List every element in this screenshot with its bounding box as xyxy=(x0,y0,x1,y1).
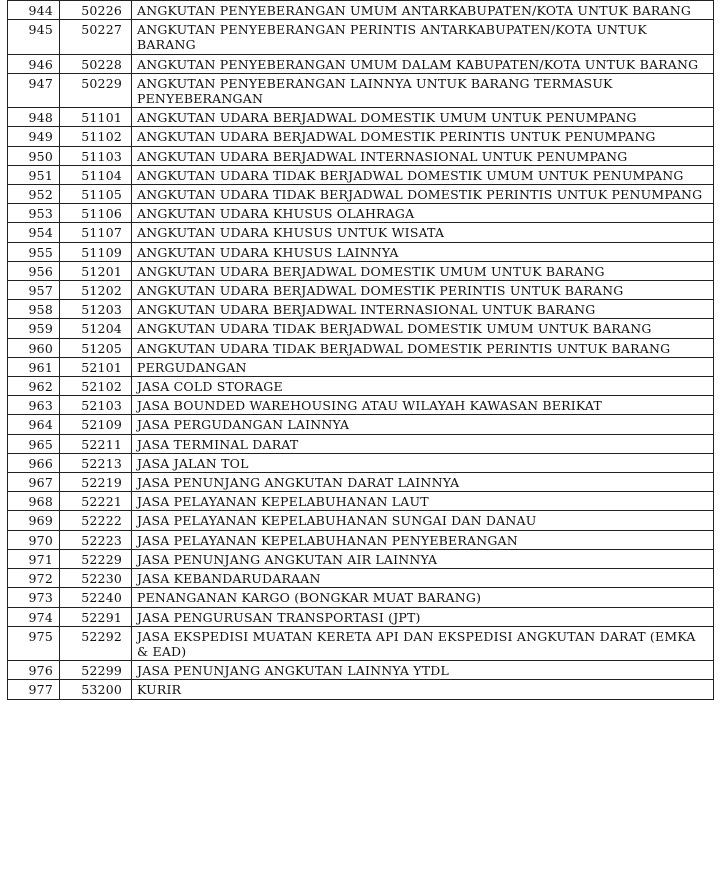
table-row xyxy=(8,300,714,319)
row-number: 947 xyxy=(8,73,60,107)
row-code: 51202 xyxy=(60,281,132,300)
table-row xyxy=(8,415,714,434)
row-code: 52211 xyxy=(60,434,132,453)
row-description: KURIR xyxy=(132,680,714,699)
row-number: 964 xyxy=(8,415,60,434)
table-row xyxy=(8,434,714,453)
row-description: ANGKUTAN UDARA BERJADWAL DOMESTIK UMUM UNTUK PENUMPANG xyxy=(132,108,714,127)
row-number: 961 xyxy=(8,357,60,376)
row-code: 53200 xyxy=(60,680,132,699)
row-number: 962 xyxy=(8,377,60,396)
row-code: 51205 xyxy=(60,338,132,357)
table-row xyxy=(8,146,714,165)
row-code: 52230 xyxy=(60,569,132,588)
row-code: 50227 xyxy=(60,20,132,54)
row-description: JASA PENUNJANG ANGKUTAN AIR LAINNYA xyxy=(132,549,714,568)
row-number: 965 xyxy=(8,434,60,453)
row-code: 52291 xyxy=(60,607,132,626)
table-row xyxy=(8,127,714,146)
row-description: JASA KEBANDARUDARAAN xyxy=(132,569,714,588)
row-number: 945 xyxy=(8,20,60,54)
row-number: 977 xyxy=(8,680,60,699)
row-number: 949 xyxy=(8,127,60,146)
row-description: ANGKUTAN PENYEBERANGAN UMUM ANTARKABUPATEN/KOTA UNTUK BARANG xyxy=(132,1,714,20)
row-code: 52222 xyxy=(60,511,132,530)
row-description: PENANGANAN KARGO (BONGKAR MUAT BARANG) xyxy=(132,588,714,607)
row-description: JASA PERGUDANGAN LAINNYA xyxy=(132,415,714,434)
row-code: 51201 xyxy=(60,261,132,280)
row-number: 952 xyxy=(8,185,60,204)
row-description: ANGKUTAN UDARA BERJADWAL INTERNASIONAL UNTUK BARANG xyxy=(132,300,714,319)
row-number: 974 xyxy=(8,607,60,626)
row-number: 951 xyxy=(8,165,60,184)
row-number: 975 xyxy=(8,626,60,660)
row-number: 971 xyxy=(8,549,60,568)
row-number: 968 xyxy=(8,492,60,511)
table-row xyxy=(8,338,714,357)
table-body xyxy=(8,1,714,700)
row-description: ANGKUTAN PENYEBERANGAN UMUM DALAM KABUPATEN/KOTA UNTUK BARANG xyxy=(132,54,714,73)
table-row xyxy=(8,108,714,127)
row-number: 957 xyxy=(8,281,60,300)
row-code: 52219 xyxy=(60,473,132,492)
row-description: ANGKUTAN PENYEBERANGAN LAINNYA UNTUK BARANG TERMASUK PENYEBERANGAN xyxy=(132,73,714,107)
row-code: 51101 xyxy=(60,108,132,127)
row-code: 51109 xyxy=(60,242,132,261)
table-row xyxy=(8,73,714,107)
table-row xyxy=(8,680,714,699)
row-number: 969 xyxy=(8,511,60,530)
row-number: 958 xyxy=(8,300,60,319)
row-code: 51102 xyxy=(60,127,132,146)
table-row xyxy=(8,377,714,396)
row-number: 955 xyxy=(8,242,60,261)
table-row xyxy=(8,54,714,73)
row-description: ANGKUTAN UDARA KHUSUS LAINNYA xyxy=(132,242,714,261)
table-row xyxy=(8,511,714,530)
row-code: 51107 xyxy=(60,223,132,242)
row-description: JASA PENUNJANG ANGKUTAN DARAT LAINNYA xyxy=(132,473,714,492)
row-description: ANGKUTAN UDARA TIDAK BERJADWAL DOMESTIK UMUM UNTUK PENUMPANG xyxy=(132,165,714,184)
row-description: ANGKUTAN UDARA BERJADWAL DOMESTIK UMUM UNTUK BARANG xyxy=(132,261,714,280)
row-code: 51104 xyxy=(60,165,132,184)
row-number: 976 xyxy=(8,661,60,680)
row-code: 51105 xyxy=(60,185,132,204)
row-code: 51203 xyxy=(60,300,132,319)
table-row xyxy=(8,453,714,472)
row-number: 972 xyxy=(8,569,60,588)
table-row xyxy=(8,588,714,607)
row-code: 50226 xyxy=(60,1,132,20)
row-code: 52299 xyxy=(60,661,132,680)
row-number: 944 xyxy=(8,1,60,20)
row-description: JASA PELAYANAN KEPELABUHANAN PENYEBERANGAN xyxy=(132,530,714,549)
row-description: ANGKUTAN UDARA BERJADWAL INTERNASIONAL UNTUK PENUMPANG xyxy=(132,146,714,165)
row-description: ANGKUTAN PENYEBERANGAN PERINTIS ANTARKABUPATEN/KOTA UNTUK BARANG xyxy=(132,20,714,54)
row-code: 51204 xyxy=(60,319,132,338)
row-number: 967 xyxy=(8,473,60,492)
table-row xyxy=(8,20,714,54)
row-number: 963 xyxy=(8,396,60,415)
table-row xyxy=(8,165,714,184)
table-row xyxy=(8,1,714,20)
row-description: ANGKUTAN UDARA KHUSUS OLAHRAGA xyxy=(132,204,714,223)
row-description: ANGKUTAN UDARA BERJADWAL DOMESTIK PERINTIS UNTUK BARANG xyxy=(132,281,714,300)
row-description: ANGKUTAN UDARA KHUSUS UNTUK WISATA xyxy=(132,223,714,242)
kbli-table xyxy=(7,0,714,700)
table-row xyxy=(8,204,714,223)
row-code: 52109 xyxy=(60,415,132,434)
row-description: JASA PELAYANAN KEPELABUHANAN SUNGAI DAN DANAU xyxy=(132,511,714,530)
row-code: 52292 xyxy=(60,626,132,660)
table-row xyxy=(8,319,714,338)
table-row xyxy=(8,530,714,549)
row-number: 960 xyxy=(8,338,60,357)
row-number: 950 xyxy=(8,146,60,165)
row-number: 948 xyxy=(8,108,60,127)
row-description: ANGKUTAN UDARA TIDAK BERJADWAL DOMESTIK PERINTIS UNTUK PENUMPANG xyxy=(132,185,714,204)
table-row xyxy=(8,549,714,568)
row-number: 970 xyxy=(8,530,60,549)
row-description: JASA TERMINAL DARAT xyxy=(132,434,714,453)
row-code: 52213 xyxy=(60,453,132,472)
row-number: 956 xyxy=(8,261,60,280)
row-code: 52229 xyxy=(60,549,132,568)
row-code: 52240 xyxy=(60,588,132,607)
row-code: 52101 xyxy=(60,357,132,376)
table-row xyxy=(8,242,714,261)
table-row xyxy=(8,223,714,242)
table-row xyxy=(8,357,714,376)
row-description: JASA COLD STORAGE xyxy=(132,377,714,396)
table-row xyxy=(8,626,714,660)
row-number: 953 xyxy=(8,204,60,223)
row-number: 946 xyxy=(8,54,60,73)
row-description: ANGKUTAN UDARA TIDAK BERJADWAL DOMESTIK UMUM UNTUK BARANG xyxy=(132,319,714,338)
row-description: JASA JALAN TOL xyxy=(132,453,714,472)
row-code: 52103 xyxy=(60,396,132,415)
table-row xyxy=(8,492,714,511)
table-row xyxy=(8,569,714,588)
row-number: 959 xyxy=(8,319,60,338)
row-code: 50229 xyxy=(60,73,132,107)
row-description: PERGUDANGAN xyxy=(132,357,714,376)
row-code: 51106 xyxy=(60,204,132,223)
row-number: 973 xyxy=(8,588,60,607)
row-description: JASA EKSPEDISI MUATAN KERETA API DAN EKSPEDISI ANGKUTAN DARAT (EMKA & EAD) xyxy=(132,626,714,660)
table-row xyxy=(8,261,714,280)
table-row xyxy=(8,396,714,415)
row-number: 966 xyxy=(8,453,60,472)
table-row xyxy=(8,185,714,204)
kbli-table-page xyxy=(7,0,713,700)
row-code: 50228 xyxy=(60,54,132,73)
row-description: JASA PENGURUSAN TRANSPORTASI (JPT) xyxy=(132,607,714,626)
row-description: ANGKUTAN UDARA BERJADWAL DOMESTIK PERINTIS UNTUK PENUMPANG xyxy=(132,127,714,146)
table-row xyxy=(8,607,714,626)
row-description: JASA PENUNJANG ANGKUTAN LAINNYA YTDL xyxy=(132,661,714,680)
row-description: JASA BOUNDED WAREHOUSING ATAU WILAYAH KAWASAN BERIKAT xyxy=(132,396,714,415)
table-row xyxy=(8,661,714,680)
row-code: 52221 xyxy=(60,492,132,511)
row-code: 52102 xyxy=(60,377,132,396)
row-number: 954 xyxy=(8,223,60,242)
table-row xyxy=(8,281,714,300)
row-code: 51103 xyxy=(60,146,132,165)
table-row xyxy=(8,473,714,492)
row-description: ANGKUTAN UDARA TIDAK BERJADWAL DOMESTIK PERINTIS UNTUK BARANG xyxy=(132,338,714,357)
row-code: 52223 xyxy=(60,530,132,549)
row-description: JASA PELAYANAN KEPELABUHANAN LAUT xyxy=(132,492,714,511)
